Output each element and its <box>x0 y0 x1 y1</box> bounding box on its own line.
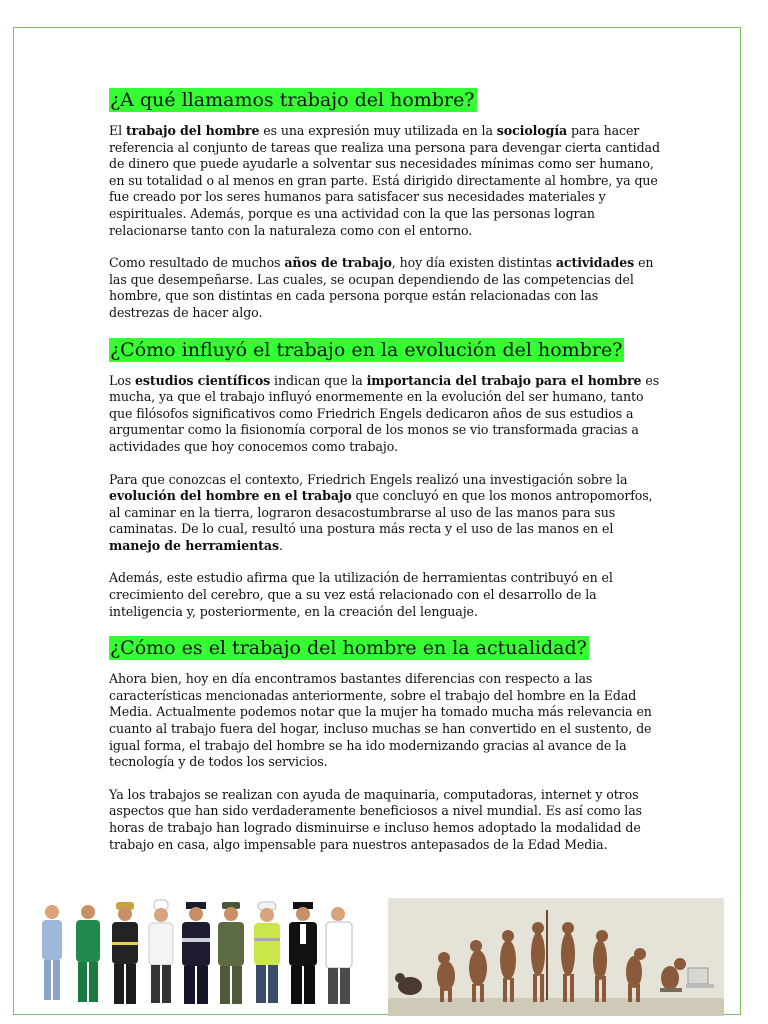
bold-term: actividades <box>555 255 635 271</box>
section-heading-2: ¿Cómo influyó el trabajo en la evolución del hombre? <box>110 338 623 361</box>
bold-term: estudios científicos <box>135 372 271 388</box>
worker-chef <box>149 900 173 1003</box>
worker-doctor <box>326 907 352 1004</box>
worker-builder <box>254 902 280 1003</box>
worker-pilot <box>289 902 317 1004</box>
document-body <box>109 88 661 853</box>
paragraph-2-1: Los estudios científicos indican que la importancia del trabajo para el hombre es mucha, ya que el trabajo influyó enormemente en la evolución del ser humano, tanto que filósofos significativos como Friedrich Engels dedicaron años de sus estudios a argumentar como la fisionomía corporal de los monos se vio transformada gracias a actividades que hoy conocemos como trabajo. <box>109 372 660 454</box>
section-heading-1: ¿A qué llamamos trabajo del hombre? <box>110 89 475 111</box>
worker-paramedic <box>76 905 100 1002</box>
section-heading-3: ¿Cómo es el trabajo del hombre en la actualidad? <box>110 637 587 660</box>
worker-soldier <box>218 902 244 1004</box>
bold-term: evolución del hombre en el trabajo <box>109 488 352 504</box>
bold-term: años de trabajo <box>284 255 392 271</box>
bold-term: trabajo del hombre <box>125 123 260 138</box>
workers-image <box>36 898 356 1008</box>
paragraph-3-1: Ahora bien, hoy en día encontramos bastantes diferencias con respecto a las características mencionadas anteriormente, sobre el trabajo del hombre en la Edad Media. Actualmente podemos notar que la mujer ha tomado mucha más relevancia en cuanto al trabajo fuera del hogar, incluso muchas se han convertido en el sustento, de igual forma, el trabajo del hombre se ha ido modernizando gracias al avance de la tecnología y de todos los servicios. <box>109 671 652 770</box>
paragraph-1-2: Como resultado de muchos años de trabajo, hoy día existen distintas actividades en las que desempeñarse. Las cuales, se ocupan dependiendo de las competencias del hombre, que son distintas en cada persona porque están relacionadas con las destrezas de hacer algo. <box>109 255 654 320</box>
bold-term: manejo de herramientas <box>109 537 279 553</box>
worker-nurse <box>42 905 62 1000</box>
bold-term: sociología <box>496 123 568 138</box>
bold-term: importancia del trabajo para el hombre <box>366 372 642 388</box>
worker-firefighter <box>112 902 138 1004</box>
paragraph-2-2: Para que conozcas el contexto, Friedrich Engels realizó una investigación sobre la evolución del hombre en el trabajo que concluyó en que los monos antropomorfos, al caminar en la tierra, lograron desacostumbrarse al uso de las manos para sus caminatas. De lo cual, resultó una postura más recta y el uso de las manos en el manejo de herramientas. <box>109 471 653 553</box>
worker-police <box>182 902 210 1004</box>
paragraph-3-2: Ya los trabajos se realizan con ayuda de maquinaria, computadoras, internet y otros aspectos que han sido verdaderamente beneficiosos a nivel mundial. Es así como las horas de trabajo han logrado disminuirse e incluso hemos adoptado la modalidad de trabajo en casa, algo impensable para nuestros antepasados de la Edad Media. <box>109 786 642 852</box>
paragraph-1-1: El trabajo del hombre es una expresión muy utilizada en la sociología para hacer referencia al conjunto de tareas que realiza una persona para devengar cierta cantidad de dinero que puede ayudarle a solventar sus necesidades mínimas como ser humano, en su totalidad o al menos en gran parte. Está dirigido directamente al hombre, ya que fue creado por los seres humanos para satisfacer sus necesidades materiales y espirituales. Además, porque es una actividad con la que las personas logran relacionarse tanto con la naturaleza como con el entorno. <box>109 123 660 238</box>
human-evolution-image <box>388 898 724 1016</box>
paragraph-2-3: Además, este estudio afirma que la utilización de herramientas contribuyó en el crecimiento del cerebro, que a su vez está relacionado con el desarrollo de la inteligencia y, posteriormente, en la creación del lenguaje. <box>109 570 613 619</box>
